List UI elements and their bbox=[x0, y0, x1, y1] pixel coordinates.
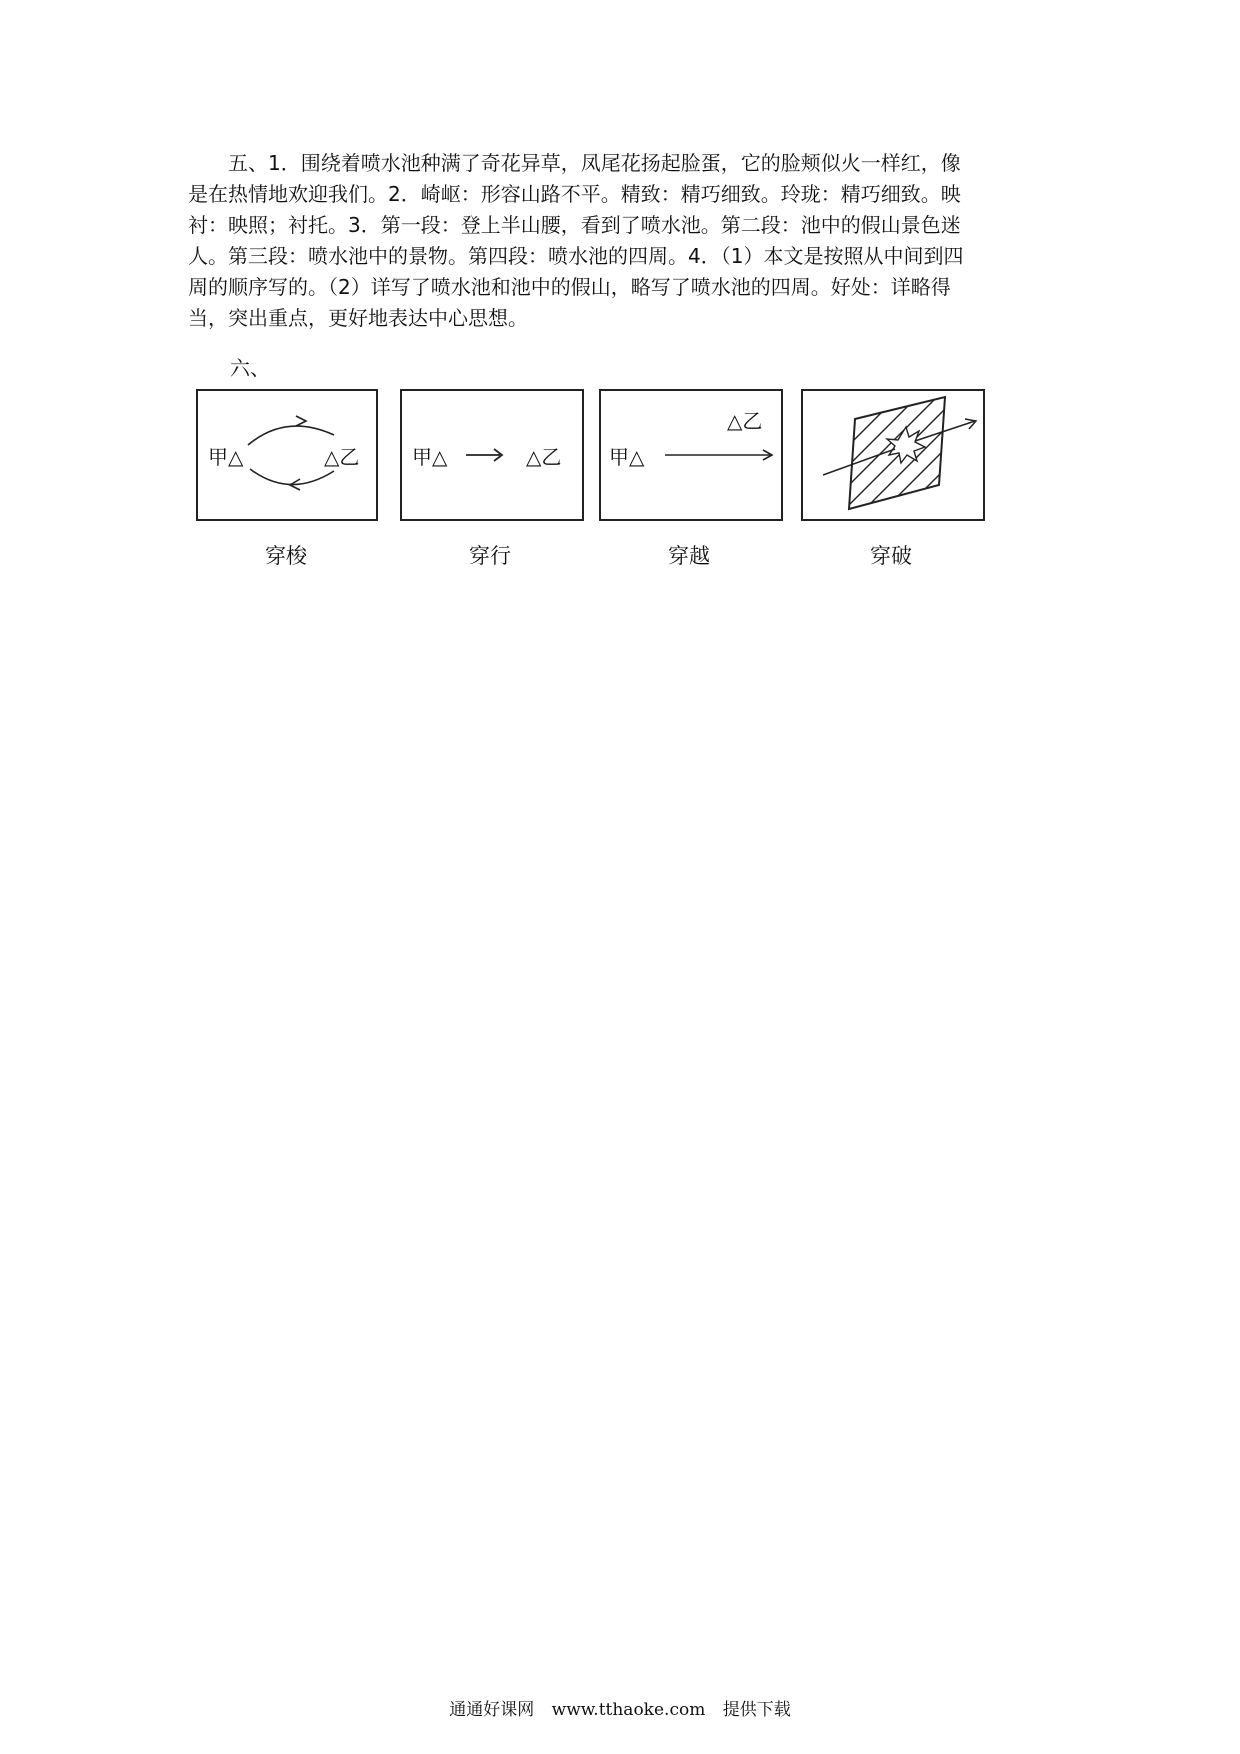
diagram-panel-shuttle bbox=[196, 389, 378, 521]
answer-line: 人。第三段：喷水池中的景物。第四段：喷水池的四周。4．（1）本文是按照从中间到四 bbox=[188, 244, 964, 268]
panel-caption: 穿破 bbox=[870, 544, 912, 568]
panel-right-label: △乙 bbox=[526, 445, 562, 469]
footer-note: 提供下载 bbox=[722, 1700, 791, 1720]
break-through-diagram bbox=[803, 391, 983, 519]
page-footer bbox=[0, 1695, 1240, 1720]
section-5-answer bbox=[188, 148, 1058, 334]
answer-line: 五、1．围绕着喷水池种满了奇花异草，凤尾花扬起脸蛋，它的脸颊似火一样红，像 bbox=[228, 151, 961, 175]
panel-left-label: 甲△ bbox=[412, 445, 448, 469]
panel-caption: 穿越 bbox=[668, 544, 710, 568]
answer-line: 衬：映照；衬托。3．第一段：登上半山腰，看到了喷水池。第二段：池中的假山景色迷 bbox=[188, 213, 961, 237]
diagram-panel-walk-through bbox=[400, 389, 584, 521]
panel-left-label: 甲△ bbox=[208, 445, 244, 469]
panel-right-label: △乙 bbox=[324, 445, 360, 469]
diagram-panel-break-through bbox=[801, 389, 985, 521]
footer-url[interactable]: www.tthaoke.com bbox=[551, 1700, 706, 1720]
answer-line: 周的顺序写的。（2）详写了喷水池和池中的假山，略写了喷水池的四周。好处：详略得 bbox=[188, 275, 951, 299]
diagram-panel-cross bbox=[599, 389, 783, 521]
panel-left-label: 甲△ bbox=[609, 445, 645, 469]
section-6-heading: 六、 bbox=[230, 356, 270, 380]
answer-line: 是在热情地欢迎我们。2．崎岖：形容山路不平。精致：精巧细致。玲珑：精巧细致。映 bbox=[188, 182, 961, 206]
panel-caption: 穿行 bbox=[469, 544, 511, 568]
panel-caption: 穿梭 bbox=[265, 544, 307, 568]
footer-site-name: 通通好课网 bbox=[449, 1700, 535, 1720]
panel-right-label: △乙 bbox=[727, 409, 763, 433]
answer-line: 当，突出重点，更好地表达中心思想。 bbox=[188, 306, 528, 330]
